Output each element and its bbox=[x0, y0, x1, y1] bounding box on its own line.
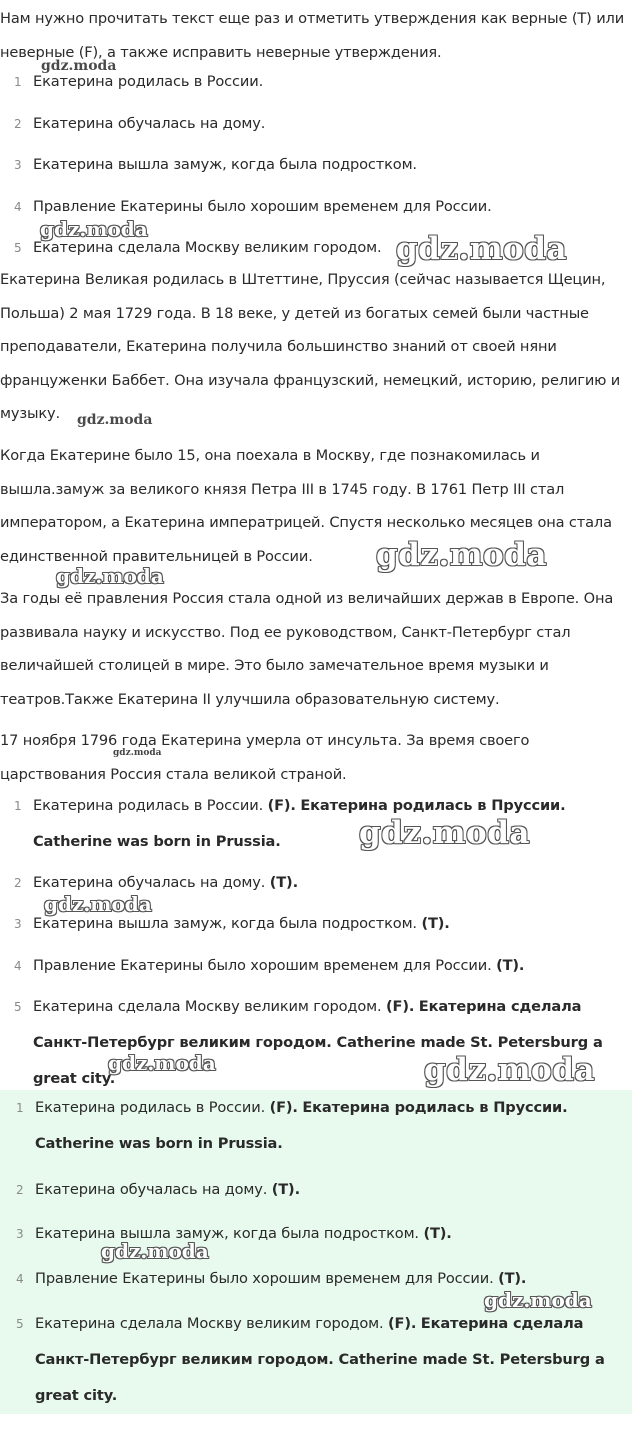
answer-text: Екатерина обучалась на дому. (T). bbox=[33, 874, 298, 891]
watermark: gdz.moda bbox=[359, 815, 530, 851]
statement-number: 4 bbox=[14, 200, 22, 214]
statement-text: Екатерина сделала Москву великим городом. bbox=[33, 239, 382, 256]
answers-highlight-block bbox=[0, 1090, 632, 1414]
answer-text: Екатерина обучалась на дому. (T). bbox=[35, 1181, 300, 1198]
text-paragraph: 17 ноября 1796 года Екатерина умерла от инсульта. За время своего царствования Россия стала великой страной. bbox=[0, 732, 530, 783]
watermark: gdz.moda bbox=[40, 217, 148, 241]
answer-text: Правление Екатерины было хорошим временем для России. (T). bbox=[35, 1270, 527, 1287]
watermark: gdz.moda bbox=[77, 412, 153, 428]
watermark: gdz.moda bbox=[484, 1288, 592, 1312]
watermark: gdz.moda bbox=[376, 537, 547, 573]
answer-text: Екатерина сделала Москву великим городом. (F). Екатерина сделала Санкт-Петербург великим городом. Catherine made St. Petersburg a great city. bbox=[33, 998, 603, 1087]
answer-number: 1 bbox=[16, 1101, 24, 1115]
text-paragraph: Екатерина Великая родилась в Штеттине, Пруссия (сейчас называется Щецин, Польша) 2 мая 1729 года. В 18 веке, у детей из богатых семей были частные преподаватели, Екатерина получила большинство знаний от своей няни француженки Баббет. Она изучала французский, немецкий, историю, религию и музыку. bbox=[0, 271, 621, 422]
statement-number: 1 bbox=[14, 75, 22, 89]
answer-text: Екатерина сделала Москву великим городом. (F). Екатерина сделала Санкт-Петербург великим городом. Catherine made St. Petersburg a great city. bbox=[35, 1315, 605, 1404]
watermark: gdz.moda bbox=[101, 1239, 209, 1263]
answer-number: 3 bbox=[16, 1227, 24, 1241]
watermark: gdz.moda bbox=[41, 58, 117, 74]
answer-number: 1 bbox=[14, 799, 22, 813]
statement-number: 2 bbox=[14, 117, 22, 131]
answer-text: Екатерина родилась в России. (F). Екатерина родилась в Пруссии. Catherine was born in Prussia. bbox=[35, 1099, 568, 1152]
statement-text: Екатерина обучалась на дому. bbox=[33, 115, 266, 132]
statement-number: 3 bbox=[14, 158, 22, 172]
answer-number: 4 bbox=[16, 1272, 24, 1286]
statement-number: 5 bbox=[14, 241, 22, 255]
watermark: gdz.moda bbox=[108, 1051, 216, 1075]
answer-number: 5 bbox=[16, 1317, 24, 1331]
answer-number: 2 bbox=[14, 876, 22, 890]
watermark: gdz.moda bbox=[44, 892, 152, 916]
answer-text: Екатерина вышла замуж, когда была подростком. (T). bbox=[33, 915, 450, 932]
answer-number: 5 bbox=[14, 1000, 22, 1014]
watermark: gdz.moda bbox=[396, 231, 567, 267]
answer-text: Екатерина вышла замуж, когда была подростком. (T). bbox=[35, 1225, 452, 1242]
watermark: gdz.moda bbox=[56, 564, 164, 588]
statement-text: Екатерина родилась в России. bbox=[33, 73, 264, 90]
statement-text: Правление Екатерины было хорошим временем для России. bbox=[33, 198, 492, 215]
watermark: gdz.moda bbox=[113, 748, 162, 758]
answer-number: 4 bbox=[14, 959, 22, 973]
text-paragraph: Когда Екатерине было 15, она поехала в Москву, где познакомилась и вышла.замуж за великого князя Петра III в 1745 году. В 1761 Петр III стал императором, а Екатерина императрицей. Спустя несколько месяцев она стала единственной правительницей в России. bbox=[0, 447, 612, 565]
statement-text: Екатерина вышла замуж, когда была подростком. bbox=[33, 156, 417, 173]
answer-number: 2 bbox=[16, 1183, 24, 1197]
text-paragraph: За годы её правления Россия стала одной из величайших держав в Европе. Она развивала науку и искусство. Под ее руководством, Санкт-Петербург стал величайшей столицей в мире. Это было замечательное время музыки и театров.Также Екатерина II улучшила образовательную систему. bbox=[0, 590, 614, 708]
answer-text: Правление Екатерины было хорошим временем для России. (T). bbox=[33, 957, 525, 974]
answer-text: Екатерина родилась в России. (F). Екатерина родилась в Пруссии. Catherine was born in Prussia. bbox=[33, 797, 566, 850]
intro-text: Нам нужно прочитать текст еще раз и отметить утверждения как верные (T) или неверные (F), а также исправить неверные утверждения. bbox=[0, 10, 625, 61]
watermark: gdz.moda bbox=[424, 1052, 595, 1088]
answer-number: 3 bbox=[14, 917, 22, 931]
